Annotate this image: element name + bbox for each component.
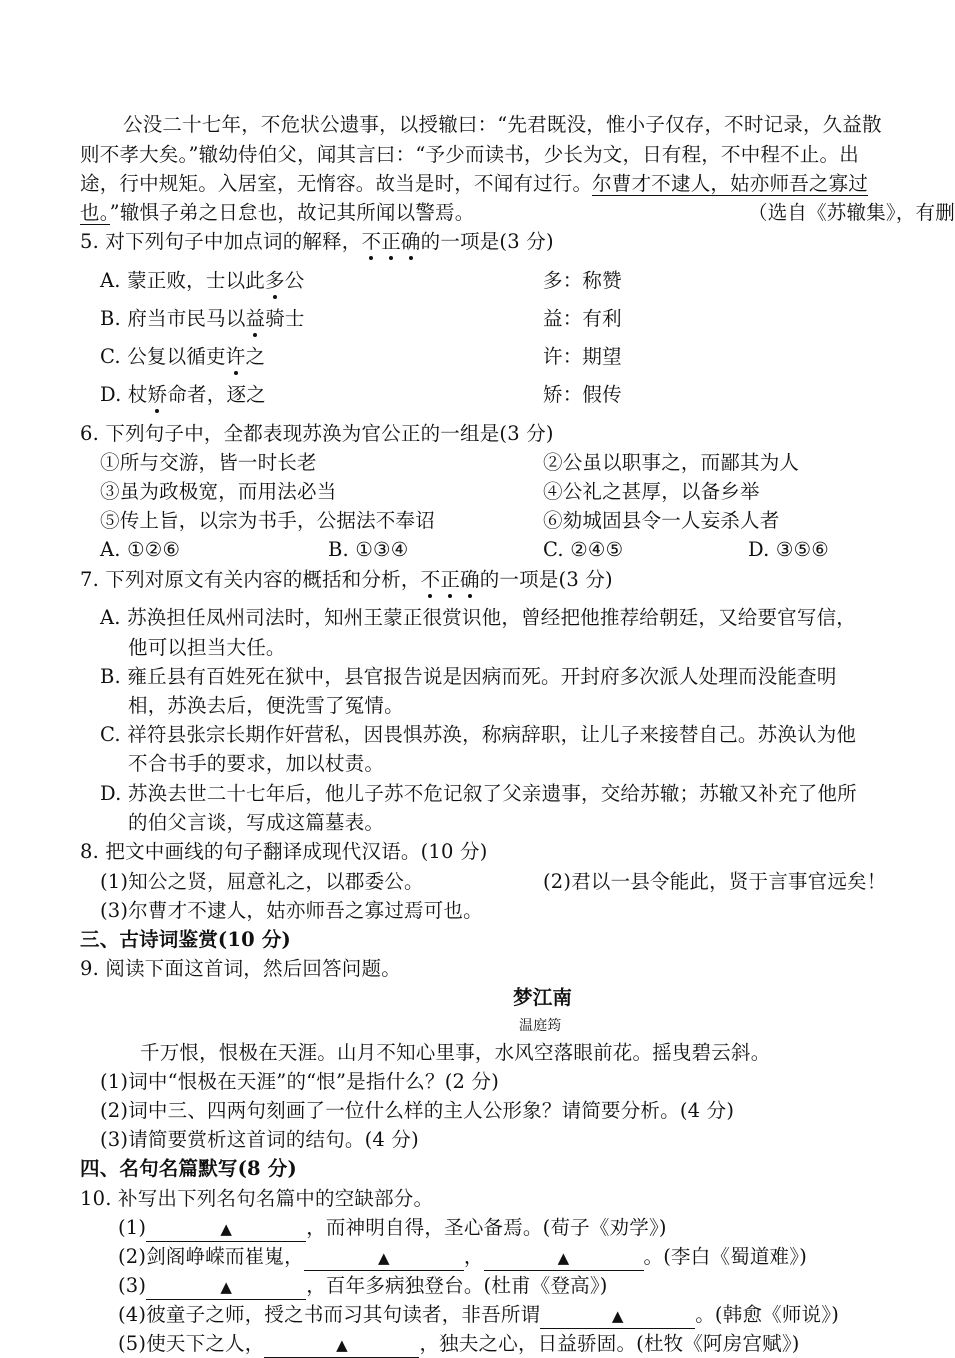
row-text: ，而神明自得，圣心备焉。(荀子《劝学》) bbox=[306, 1216, 667, 1239]
q10-row-2 bbox=[118, 1244, 807, 1271]
q7-stem-text: 7. 下列对原文有关内容的概括和分析， bbox=[80, 568, 421, 591]
underlined-sentence: 尔曹才不逮人，姑亦师吾之寡过 bbox=[592, 172, 869, 195]
emphasis-char: 许 bbox=[225, 345, 246, 368]
q7-stem bbox=[80, 567, 613, 593]
emphasis-char: 正 bbox=[440, 568, 461, 591]
emphasis-char: 确 bbox=[400, 230, 421, 253]
emphasis-char: 多 bbox=[264, 269, 285, 292]
option-text: 之 bbox=[245, 345, 266, 368]
answer-blank[interactable]: ▲ bbox=[304, 1246, 464, 1271]
passage-source: （选自《苏辙集》，有删 bbox=[748, 201, 955, 224]
row-text: 。(韩愈《师说》) bbox=[695, 1303, 839, 1326]
emphasis-char: 不 bbox=[361, 230, 382, 253]
answer-blank[interactable]: ▲ bbox=[264, 1333, 419, 1358]
q10-row-3 bbox=[118, 1273, 608, 1300]
q6-item-2: ②公虽以职事之，而鄙其为人 bbox=[543, 451, 800, 474]
q8-sentence-2: (2)君以一县令能此，贤于言事官远矣！ bbox=[543, 870, 887, 893]
answer-blank[interactable]: ▲ bbox=[540, 1304, 695, 1329]
row-text: ， bbox=[463, 1245, 484, 1268]
row-text: (3) bbox=[118, 1274, 147, 1297]
option-text: 公 bbox=[284, 269, 305, 292]
q6-item-4: ④公礼之甚厚，以备乡举 bbox=[543, 480, 760, 503]
q10-row-1 bbox=[118, 1215, 667, 1242]
q7-option-b-line-2: 相，苏涣去后，便洗雪了冤情。 bbox=[128, 694, 404, 717]
q5-gloss-a: 多：称赞 bbox=[543, 269, 622, 292]
passage-text: 途，行中规矩。入居室，无惰容。故当是时，不闻有过行。 bbox=[80, 172, 593, 195]
section-3-title: 三、古诗词鉴赏(10 分) bbox=[80, 928, 291, 951]
q9-sub-2: (2)词中三、四两句刻画了一位什么样的主人公形象？请简要分析。(4 分) bbox=[100, 1099, 735, 1122]
option-text: A. 蒙正败，士以此 bbox=[100, 269, 265, 292]
passage-line-4 bbox=[80, 200, 474, 226]
poem-title: 梦江南 bbox=[513, 986, 573, 1009]
q5-gloss-d: 矫：假传 bbox=[543, 383, 622, 406]
q8-sentence-1: (1)知公之贤，屈意礼之，以郡委公。 bbox=[100, 870, 424, 893]
q9-stem: 9. 阅读下面这首词，然后回答问题。 bbox=[80, 957, 401, 980]
answer-blank[interactable]: ▲ bbox=[146, 1217, 306, 1242]
emphasis-char: 矫 bbox=[147, 383, 168, 406]
q6-item-1: ①所与交游，皆一时长老 bbox=[100, 451, 317, 474]
underlined-sentence-end: 也。 bbox=[80, 201, 110, 224]
q7-option-a-line-2: 他可以担当大任。 bbox=[128, 636, 286, 659]
option-text: B. 府当市民马以 bbox=[100, 307, 246, 330]
option-text: 骑士 bbox=[265, 307, 305, 330]
q5-option-d bbox=[100, 382, 266, 408]
row-text: ，百年多病独登台。(杜甫《登高》) bbox=[306, 1274, 608, 1297]
q7-option-c-line-2: 不合书手的要求，加以杖责。 bbox=[128, 752, 385, 775]
emphasis-char: 正 bbox=[381, 230, 401, 253]
q6-item-6: ⑥劾城固县令一人妄杀人者 bbox=[543, 509, 780, 532]
answer-blank[interactable]: ▲ bbox=[484, 1246, 644, 1271]
emphasis-char: 不 bbox=[420, 568, 441, 591]
emphasis-char: 益 bbox=[245, 307, 266, 330]
q7-option-d-line-1: D. 苏涣去世二十七年后，他儿子苏不危记叙了父亲遗事，交给苏辙；苏辙又补充了他所 bbox=[100, 782, 857, 805]
q5-gloss-b: 益：有利 bbox=[543, 307, 622, 330]
q7-option-d-line-2: 的伯父言谈，写成这篇墓表。 bbox=[128, 811, 385, 834]
row-text: (1) bbox=[118, 1216, 147, 1239]
option-text: C. 公复以循吏 bbox=[100, 345, 226, 368]
poem-author: 温庭筠 bbox=[519, 1018, 562, 1034]
poem-text: 千万恨，恨极在天涯。山月不知心里事，水风空落眼前花。摇曳碧云斜。 bbox=[140, 1041, 771, 1064]
q6-choice-c: C. ②④⑤ bbox=[543, 538, 624, 561]
q6-stem: 6. 下列句子中，全都表现苏涣为官公正的一组是(3 分) bbox=[80, 422, 554, 445]
q10-row-5 bbox=[118, 1331, 800, 1358]
q6-item-3: ③虽为政极宽，而用法必当 bbox=[100, 480, 337, 503]
option-text: 命者，逐之 bbox=[167, 383, 266, 406]
passage-text: ”辙惧子弟之日怠也，故记其所闻以警焉。 bbox=[109, 201, 475, 224]
row-text: 。(李白《蜀道难》) bbox=[643, 1245, 807, 1268]
row-text: (5)使天下之人， bbox=[118, 1332, 265, 1355]
row-text: ，独夫之心，日益骄固。(杜牧《阿房宫赋》) bbox=[419, 1332, 800, 1355]
q5-gloss-c: 许：期望 bbox=[543, 345, 622, 368]
passage-line-3 bbox=[80, 171, 868, 197]
q8-sentence-3: (3)尔曹才不逮人，姑亦师吾之寡过焉可也。 bbox=[100, 899, 483, 922]
q6-item-5: ⑤传上旨，以宗为书手，公据法不奉诏 bbox=[100, 509, 435, 532]
q5-stem-text: 5. 对下列句子中加点词的解释， bbox=[80, 230, 362, 253]
q10-stem: 10. 补写出下列名句名篇中的空缺部分。 bbox=[80, 1187, 434, 1210]
q5-option-c bbox=[100, 344, 265, 370]
q10-row-4 bbox=[118, 1302, 839, 1329]
q9-sub-3: (3)请简要赏析这首词的结句。(4 分) bbox=[100, 1128, 419, 1151]
q5-stem bbox=[80, 229, 554, 255]
answer-blank[interactable]: ▲ bbox=[146, 1275, 306, 1300]
q7-option-c-line-1: C. 祥符县张宗长期作奸营私，因畏惧苏涣，称病辞职，让儿子来接替自己。苏涣认为他 bbox=[100, 723, 857, 746]
q7-option-b-line-1: B. 雍丘县有百姓死在狱中，县官报告说是因病而死。开封府多次派人处理而没能查明 bbox=[100, 665, 837, 688]
row-text: (4)彼童子之师，授之书而习其句读者，非吾所谓 bbox=[118, 1303, 541, 1326]
emphasis-char: 确 bbox=[460, 568, 480, 591]
passage-line-2: 则不孝大矣。”辙幼侍伯父，闻其言曰：“予少而读书，少长为文，日有程，不中程不止。出 bbox=[80, 143, 859, 166]
passage-line-1: 公没二十七年，不危状公遗事，以授辙曰：“先君既没，惟小子仅存，不时记录，久益散 bbox=[123, 113, 882, 136]
q5-stem-score: 的一项是(3 分) bbox=[420, 230, 554, 253]
option-text: D. 杖 bbox=[100, 383, 148, 406]
row-text: (2)剑阁峥嵘而崔嵬， bbox=[118, 1245, 304, 1268]
q5-option-b bbox=[100, 306, 305, 332]
q6-choice-d: D. ③⑤⑥ bbox=[748, 538, 829, 561]
q5-option-a bbox=[100, 268, 304, 294]
section-4-title: 四、名句名篇默写(8 分) bbox=[80, 1157, 297, 1180]
q6-choice-b: B. ①③④ bbox=[328, 538, 409, 561]
q7-stem-score: 的一项是(3 分) bbox=[479, 568, 613, 591]
q7-option-a-line-1: A. 苏涣担任凤州司法时，知州王蒙正很赏识他，曾经把他推荐给朝廷，又给要官写信， bbox=[100, 606, 856, 629]
q9-sub-1: (1)词中“恨极在天涯”的“恨”是指什么？(2 分) bbox=[100, 1070, 500, 1093]
q8-stem: 8. 把文中画线的句子翻译成现代汉语。(10 分) bbox=[80, 840, 488, 863]
q6-choice-a: A. ①②⑥ bbox=[100, 538, 181, 561]
